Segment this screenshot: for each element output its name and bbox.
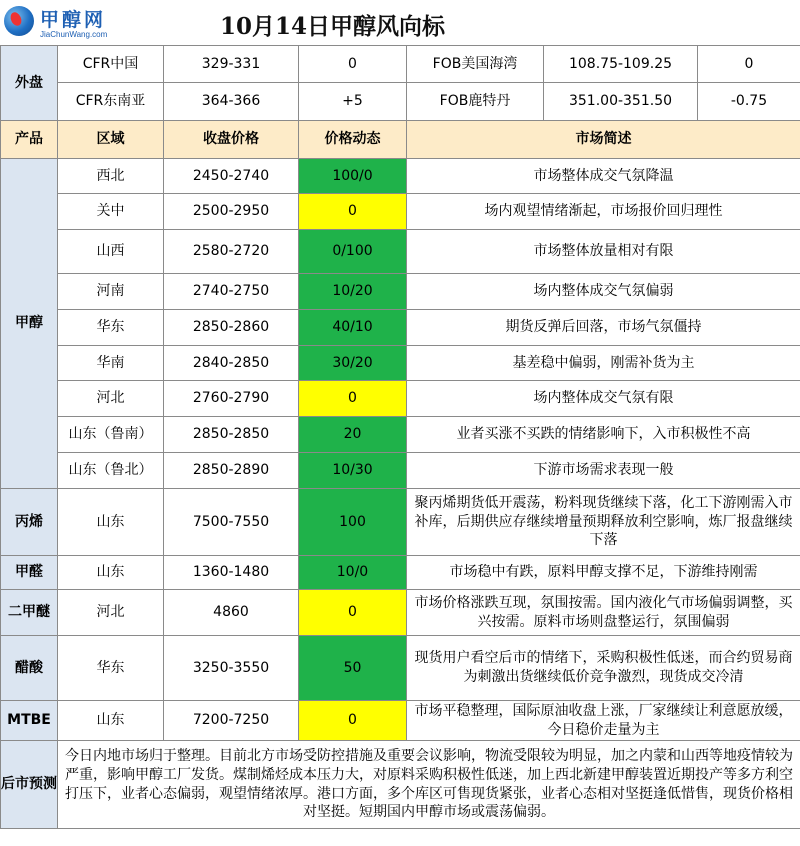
price-dynamic-cell: 50: [299, 636, 407, 701]
outer-b-name: FOB鹿特丹: [407, 83, 544, 121]
region-cell: 河北: [58, 381, 164, 417]
region-cell: 山东（鲁北）: [58, 453, 164, 489]
price-dynamic-cell: 0: [299, 194, 407, 230]
region-cell: 河南: [58, 274, 164, 310]
table-row: [1, 453, 800, 489]
price-dynamic-cell: 0: [299, 590, 407, 636]
col-product: 产品: [1, 121, 58, 159]
column-header-row: [1, 121, 800, 159]
region-cell: 关中: [58, 194, 164, 230]
product-label-mtbe: MTBE: [1, 701, 58, 741]
close-price-cell: 2850-2860: [164, 310, 299, 346]
market-brief-cell: 下游市场需求表现一般: [407, 453, 800, 489]
region-cell: 山东（鲁南）: [58, 417, 164, 453]
close-price-cell: 2580-2720: [164, 230, 299, 274]
close-price-cell: 2850-2890: [164, 453, 299, 489]
price-dynamic-cell: 10/20: [299, 274, 407, 310]
table-row: [1, 556, 800, 590]
table-row: [1, 381, 800, 417]
product-label-dme: 二甲醚: [1, 590, 58, 636]
market-brief-cell: 场内整体成交气氛有限: [407, 381, 800, 417]
close-price-cell: 3250-3550: [164, 636, 299, 701]
close-price-cell: 2450-2740: [164, 159, 299, 194]
col-market-brief: 市场简述: [407, 121, 800, 159]
price-dynamic-cell: 100/0: [299, 159, 407, 194]
price-dynamic-cell: 100: [299, 489, 407, 556]
outer-a-price: 329-331: [164, 46, 299, 83]
outer-a-change: 0: [299, 46, 407, 83]
outer-a-change: +5: [299, 83, 407, 121]
outer-row: [1, 83, 800, 121]
table-row: [1, 489, 800, 556]
price-table: [0, 45, 800, 829]
market-brief-cell: 期货反弹后回落，市场气氛僵持: [407, 310, 800, 346]
market-brief-cell: 场内观望情绪渐起，市场报价回归理性: [407, 194, 800, 230]
region-cell: 山东: [58, 556, 164, 590]
price-dynamic-cell: 20: [299, 417, 407, 453]
market-brief-cell: 市场价格涨跌互现，氛围按需。国内液化气市场偏弱调整，买兴按需。原料市场则盘整运行，氛围偏弱: [407, 590, 800, 636]
header-bar: [0, 0, 800, 46]
market-brief-cell: 市场整体放量相对有限: [407, 230, 800, 274]
logo-text: 甲醇网: [40, 9, 107, 31]
price-dynamic-cell: 40/10: [299, 310, 407, 346]
market-brief-cell: 基差稳中偏弱，刚需补货为主: [407, 346, 800, 381]
logo-url: JiaChunWang.com: [40, 30, 108, 39]
market-brief-cell: 市场稳中有跌，原料甲醇支撑不足，下游维持刚需: [407, 556, 800, 590]
product-label-formaldehyde: 甲醛: [1, 556, 58, 590]
region-cell: 河北: [58, 590, 164, 636]
table-row: [1, 230, 800, 274]
outer-b-price: 351.00-351.50: [544, 83, 698, 121]
close-price-cell: 2500-2950: [164, 194, 299, 230]
region-cell: 山西: [58, 230, 164, 274]
outer-b-name: FOB美国海湾: [407, 46, 544, 83]
market-brief-cell: 现货用户看空后市的情绪下，采购积极性低迷，而合约贸易商为刺激出货继续低价竞争激烈，现货成交冷清: [407, 636, 800, 701]
table-row: [1, 310, 800, 346]
close-price-cell: 2760-2790: [164, 381, 299, 417]
outer-row: [1, 46, 800, 83]
product-label-acetic-acid: 醋酸: [1, 636, 58, 701]
table-row: [1, 346, 800, 381]
region-cell: 华南: [58, 346, 164, 381]
site-logo[interactable]: [4, 2, 122, 44]
price-dynamic-cell: 0: [299, 381, 407, 417]
table-row: [1, 274, 800, 310]
close-price-cell: 7200-7250: [164, 701, 299, 741]
region-cell: 华东: [58, 310, 164, 346]
col-region: 区域: [58, 121, 164, 159]
price-dynamic-cell: 30/20: [299, 346, 407, 381]
table-row: [1, 417, 800, 453]
close-price-cell: 1360-1480: [164, 556, 299, 590]
forecast-label: 后市预测: [1, 741, 58, 829]
outer-b-change: 0: [698, 46, 800, 83]
outer-b-price: 108.75-109.25: [544, 46, 698, 83]
outer-a-name: CFR东南亚: [58, 83, 164, 121]
table-row: [1, 159, 800, 194]
outer-a-price: 364-366: [164, 83, 299, 121]
outer-label: 外盘: [1, 46, 58, 121]
market-brief-cell: 场内整体成交气氛偏弱: [407, 274, 800, 310]
region-cell: 华东: [58, 636, 164, 701]
outer-a-name: CFR中国: [58, 46, 164, 83]
close-price-cell: 2840-2850: [164, 346, 299, 381]
region-cell: 山东: [58, 489, 164, 556]
close-price-cell: 2850-2850: [164, 417, 299, 453]
region-cell: 西北: [58, 159, 164, 194]
product-label-methanol: 甲醇: [1, 159, 58, 489]
product-label-propylene: 丙烯: [1, 489, 58, 556]
outer-b-change: -0.75: [698, 83, 800, 121]
close-price-cell: 4860: [164, 590, 299, 636]
market-brief-cell: 市场整体成交气氛降温: [407, 159, 800, 194]
forecast-text: 今日内地市场归于整理。目前北方市场受防控措施及重要会议影响，物流受限较为明显，加之内蒙和山西等地疫情较为严重，影响甲醇工厂发货。煤制烯烃成本压力大，对原料采购积极性低迷，加上西北新建甲醇装置近期投产等多方利空打压下，业者心态偏弱，观望情绪浓厚。港口方面，多个库区可售现货紧张，业者心态相对坚挺逢低惜售，现货价格相对坚挺。短期国内甲醇市场或震荡偏弱。: [58, 741, 800, 829]
market-brief-cell: 业者买涨不买跌的情绪影响下，入市积极性不高: [407, 417, 800, 453]
table-row: [1, 590, 800, 636]
page-title: 10月14日甲醇风向标: [220, 13, 446, 40]
table-row: [1, 194, 800, 230]
market-brief-cell: 聚丙烯期货低开震荡，粉料现货继续下落，化工下游刚需入市补库，后期供应存继续增量预期释放利空影响，炼厂报盘继续下落: [407, 489, 800, 556]
price-dynamic-cell: 0: [299, 701, 407, 741]
price-dynamic-cell: 10/30: [299, 453, 407, 489]
market-brief-cell: 市场平稳整理，国际原油收盘上涨，厂家继续让利意愿放缓，今日稳价走量为主: [407, 701, 800, 741]
region-cell: 山东: [58, 701, 164, 741]
price-dynamic-cell: 10/0: [299, 556, 407, 590]
logo-globe-icon: [4, 6, 34, 36]
forecast-row: [1, 741, 800, 829]
close-price-cell: 7500-7550: [164, 489, 299, 556]
close-price-cell: 2740-2750: [164, 274, 299, 310]
price-dynamic-cell: 0/100: [299, 230, 407, 274]
table-row: [1, 701, 800, 741]
col-close-price: 收盘价格: [164, 121, 299, 159]
table-row: [1, 636, 800, 701]
col-price-dynamic: 价格动态: [299, 121, 407, 159]
